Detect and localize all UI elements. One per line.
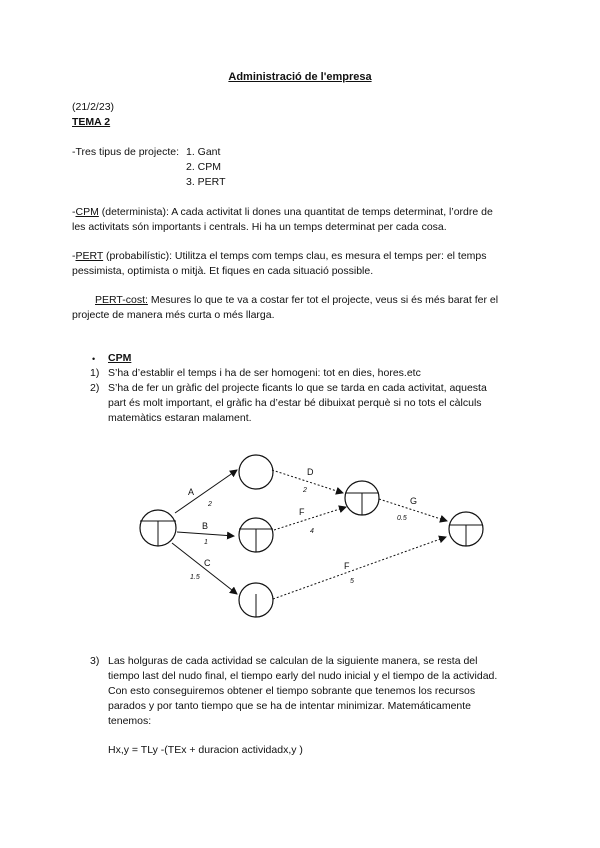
list-number: 1): [90, 367, 100, 379]
node-6: [449, 512, 483, 546]
activity-duration-b: 1: [204, 539, 208, 546]
list-item-text: tiempo last del nudo final, el tiempo early del nudo inicial y el tiempo de la actividad.: [108, 670, 498, 682]
project-type-item: 2. CPM: [186, 161, 222, 173]
arrow-b: [177, 532, 234, 536]
list-number: 2): [90, 382, 100, 394]
activity-duration-c: 1.5: [190, 574, 200, 581]
list-item-text: S’ha de fer un gràfic del projecte ficants lo que se tarda en cada activitat, aquesta: [108, 382, 487, 394]
activity-label-f1: F: [299, 507, 305, 517]
pert-cost-term: PERT-cost:: [95, 294, 148, 306]
dash: -: [72, 206, 76, 218]
list-item-text: Con esto conseguiremos obtener el tiempo sobrante que tenemos los recursos: [108, 685, 476, 697]
activity-label-d: D: [307, 467, 314, 477]
activity-label-a: A: [188, 487, 195, 497]
project-types-intro: -Tres tipus de projecte:: [72, 146, 179, 158]
cpm-section-heading: CPM: [108, 352, 132, 364]
dash: -: [72, 250, 76, 262]
pert-cost-line2: projecte de manera més curta o més llarga.: [72, 309, 275, 321]
activity-duration-g: 0.5: [397, 515, 407, 522]
cpm-term: CPM: [75, 206, 99, 218]
activity-duration-d: 2: [303, 487, 307, 494]
activity-duration-f1: 4: [310, 528, 314, 535]
list-item-text: parados y por tanto tiempo que se ha de intentar minimizar. Matemáticamente: [108, 700, 472, 712]
pert-definition-line2: pessimista, optimista o mitjà. Et fiques en cada situació possible.: [72, 265, 374, 277]
page-title: Administració de l'empresa: [228, 71, 372, 83]
tema-heading: TEMA 2: [72, 116, 111, 128]
list-item-text: matemàtics estaran malament.: [108, 412, 252, 424]
arrow-f2: [273, 537, 446, 599]
list-item-text: tenemos:: [108, 715, 152, 727]
cpm-line1: (determinista): A cada activitat li dones una quantitat de temps determinat, l’ordre de: [98, 206, 493, 218]
formula: Hx,y = TLy -(TEx + duracion actividadx,y ): [108, 744, 303, 756]
activity-duration-a: 2: [208, 501, 212, 508]
activity-label-c: C: [204, 558, 211, 568]
activity-duration-f2: 5: [350, 578, 354, 585]
activity-label-g: G: [410, 496, 418, 506]
list-item-text: S’ha d’establir el temps i ha de ser homogeni: tot en dies, hores.etc: [108, 367, 421, 379]
project-type-item: 3. PERT: [186, 176, 226, 188]
node-3: [239, 518, 273, 552]
arrow-c: [172, 543, 237, 594]
node-4: [239, 583, 273, 617]
node-1: [140, 510, 176, 546]
bullet: •: [92, 354, 96, 364]
date: (21/2/23): [72, 101, 115, 113]
arrow-f1: [274, 507, 346, 530]
activity-label-f2: F: [344, 561, 350, 571]
arrow-a: [175, 470, 237, 513]
pert-line1: (probabilístic): Utilitza el temps com temps clau, es mesura el temps per: el temps: [103, 250, 487, 262]
list-number: 3): [90, 655, 100, 667]
project-type-item: 1. Gant: [186, 146, 221, 158]
activity-label-b: B: [202, 521, 209, 531]
node-5: [345, 481, 379, 515]
node-2: [239, 455, 273, 489]
pert-term: PERT: [75, 250, 104, 262]
list-item-text: part és molt important, el gràfic ha d’estar bé dibuixat perquè si no tots el càlculs: [108, 397, 482, 409]
cpm-definition-line2: les activitats són importants i centrals. Hi ha un temps determinat per cada cosa.: [72, 221, 447, 233]
list-item-text: Las holguras de cada actividad se calculan de la siguiente manera, se resta del: [108, 655, 478, 667]
pert-cost-line1: Mesures lo que te va a costar fer tot el projecte, veus si és més barat fer el: [147, 294, 499, 306]
